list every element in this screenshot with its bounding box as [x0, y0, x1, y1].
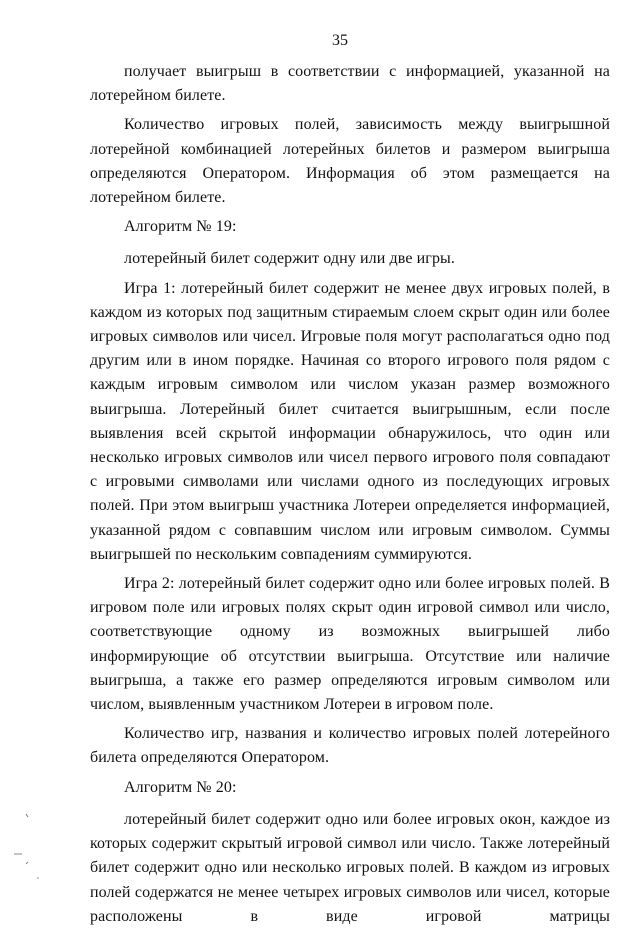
paragraph-2: Количество игровых полей, зависимость между выигрышной лотерейной комбинацией лотерейных билетов и размером выигрыша определяются Оператором. Информация об этом размещается на лотерейном билете. — [90, 116, 610, 207]
paragraph-3: лотерейный билет содержит одну или две игры. — [124, 250, 456, 268]
scan-margin-marks — [8, 810, 48, 890]
page-number: 35 — [332, 32, 348, 49]
game-1-paragraph: Игра 1: лотерейный билет содержит не менее двух игровых полей, в каждом из которых под защитным стираемым слоем скрыт один или более игровых символов или чисел. Игровые поля могут располагаться одно под другим или в ином порядке. Начиная со второго игрового поля рядом с каждым игровым символом или числом указан размер возможного выигрыша. Лотерейный билет считается выигрышным, если после выявления всей скрытой информации обнаружилось, что один или несколько игровых символов или чисел первого игрового поля совпадают с игровыми символами или числами одного из последующих игровых полей. При этом выигрыш участника Лотереи определяется информацией, указанной рядом с совпавшим числом или игровым символом. Суммы выигрышей по нескольким совпадениям суммируются. — [90, 279, 610, 563]
document-body — [90, 60, 610, 934]
paragraph-1: получает выигрыш в соответствии с информацией, указанной на лотерейном билете. — [90, 63, 610, 105]
algorithm-19-heading: Алгоритм № 19: — [124, 218, 237, 236]
algorithm-20-heading: Алгоритм № 20: — [124, 778, 237, 796]
game-2-paragraph: Игра 2: лотерейный билет содержит одно или более игровых полей. В игровом поле или игровых полях скрыт один игровой символ или число, соответствующие одному из возможных выигрышей либо информирующие об отсутствии выигрыша. Отсутствие или наличие выигрыша, а также его размер определяются игровым символом или числом, выявленным участником Лотереи в игровом поле. — [90, 575, 610, 714]
paragraph-5: лотерейный билет содержит одно или более игровых окон, каждое из которых содержит скрытый игровой символ или число. Также лотерейный билет содержит одно или несколько игровых полей. В каждом из игровых полей содержатся не менее четырех игровых символов или чисел, которые расположены в виде игровой матрицы — [90, 810, 610, 925]
paragraph-4: Количество игр, названия и количество игровых полей лотерейного билета определяются Оператором. — [90, 725, 610, 767]
